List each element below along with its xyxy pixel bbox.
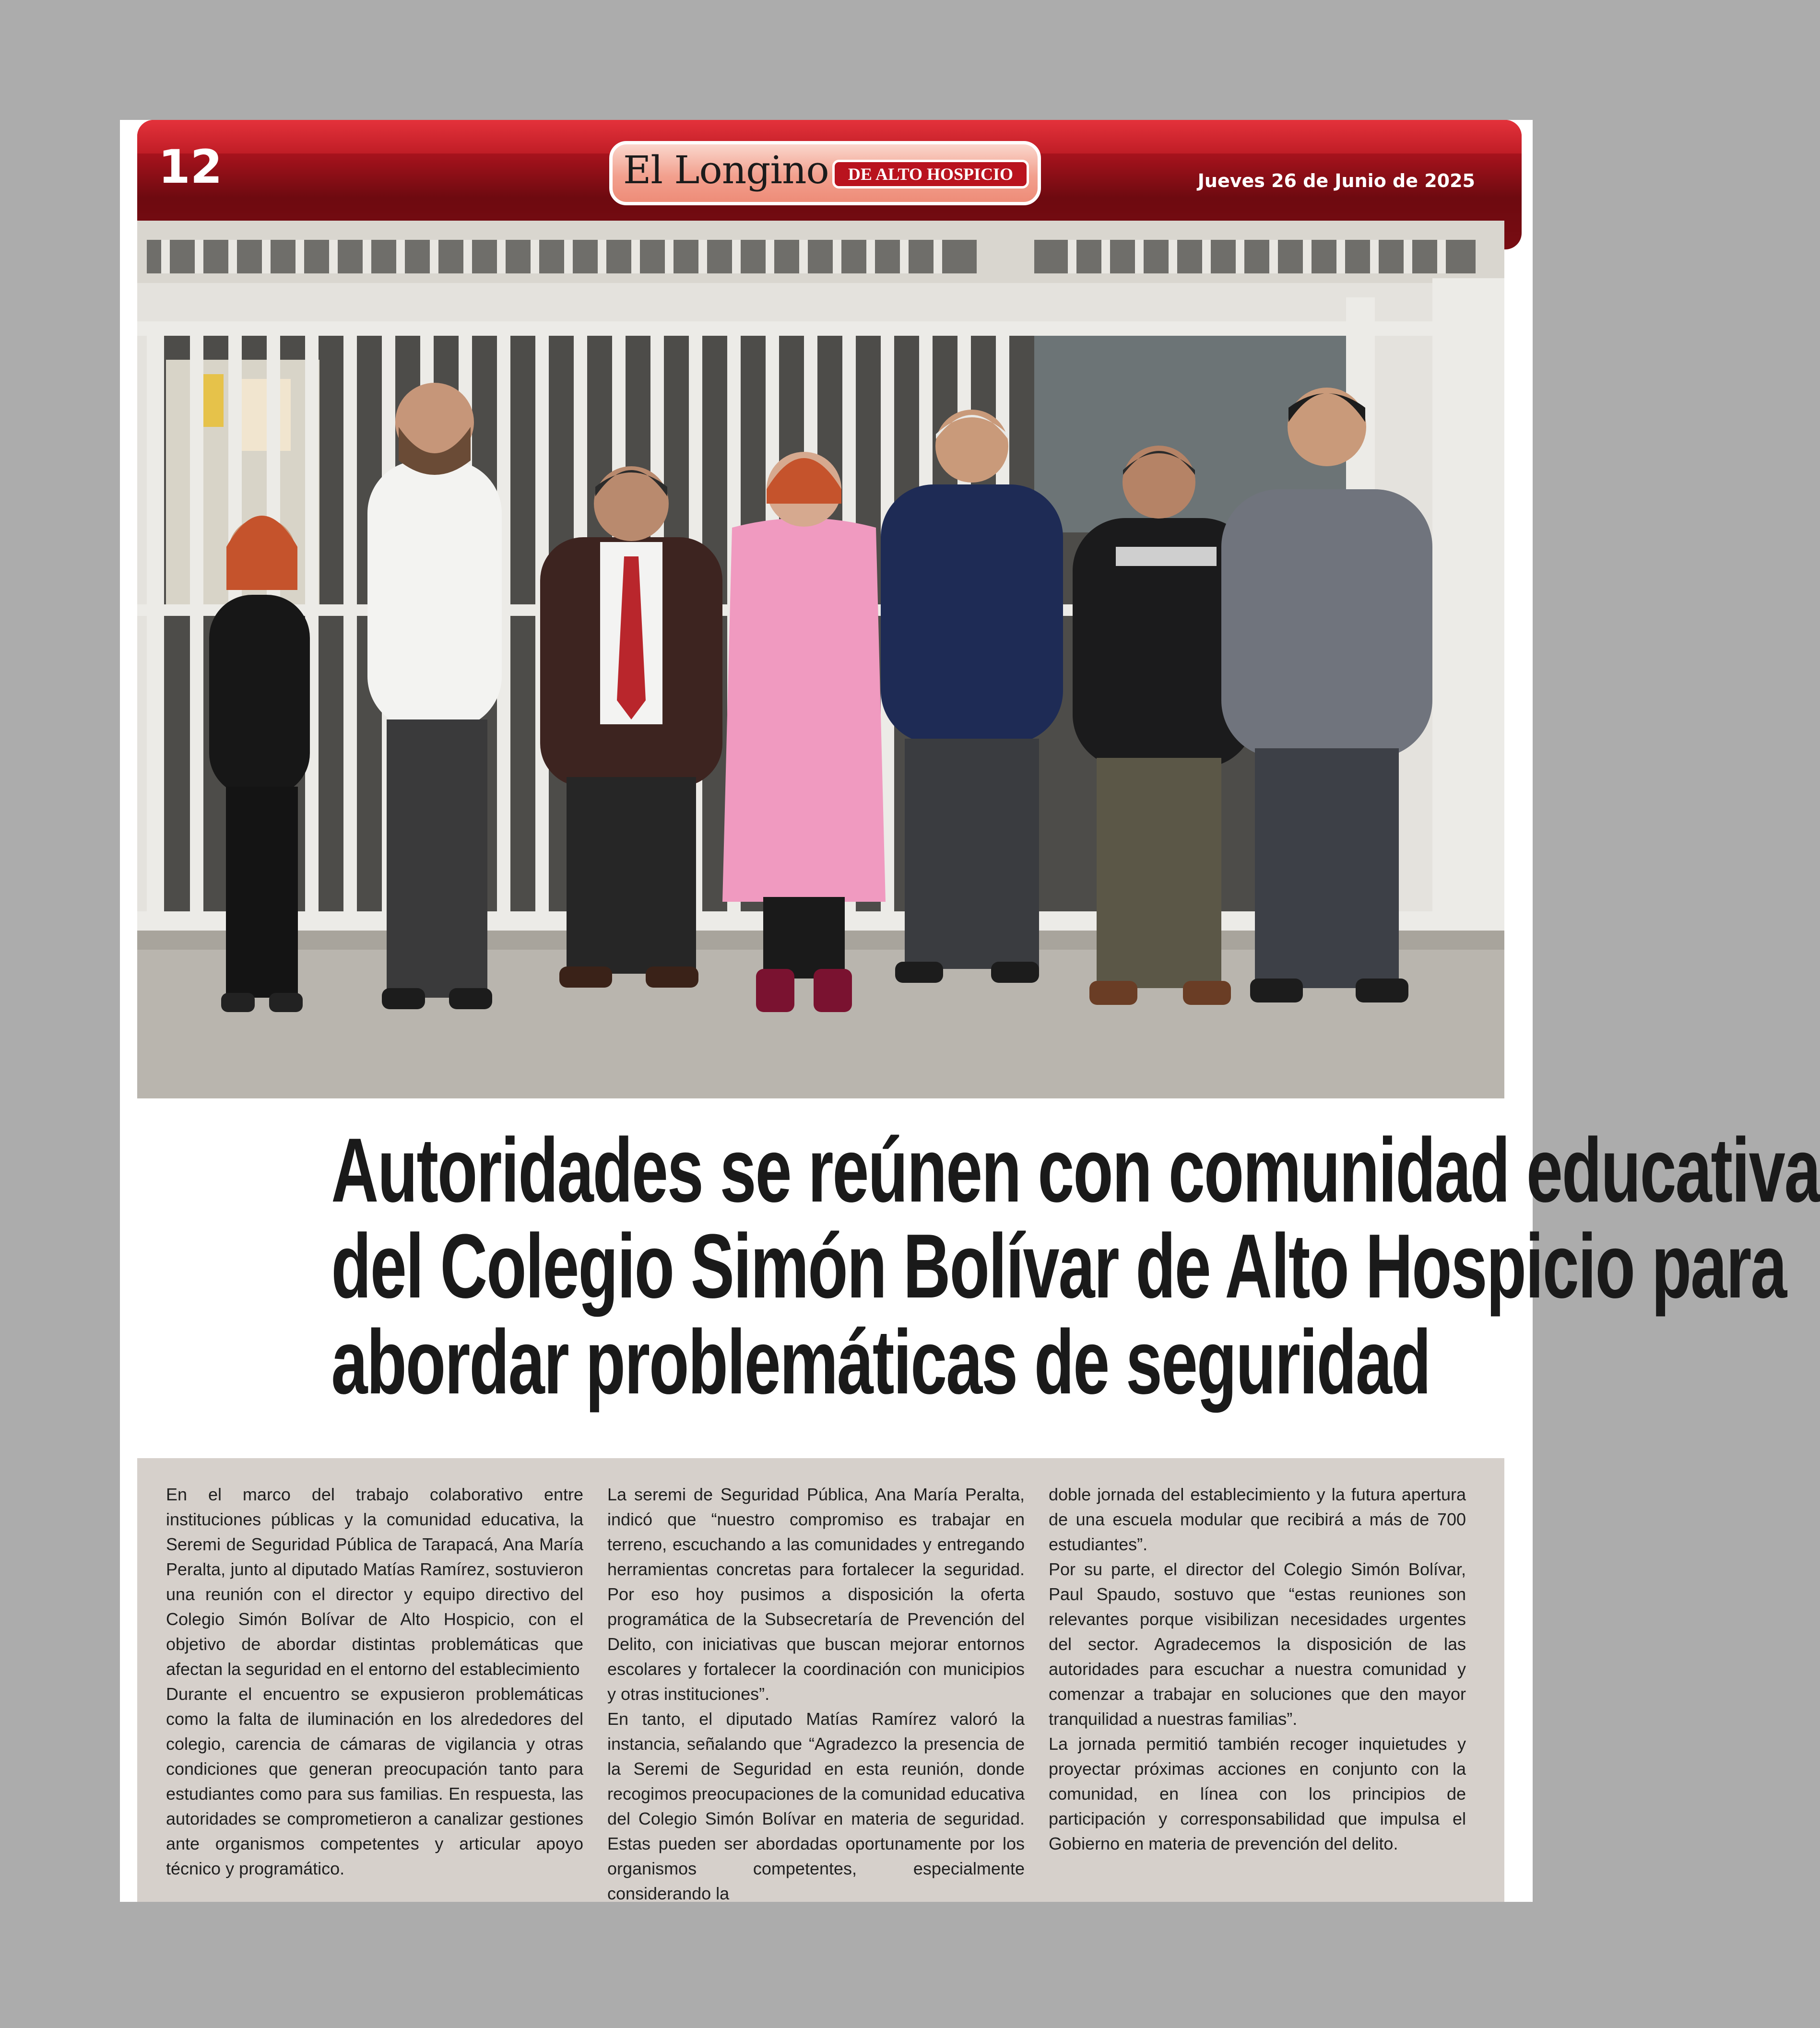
body-column-2 — [607, 1482, 1025, 1906]
article-body — [137, 1458, 1504, 1902]
newspaper-logo — [609, 141, 1041, 205]
headline-line: abordar problemáticas de seguridad — [331, 1311, 1430, 1413]
logo-name: El Longino — [623, 148, 829, 192]
body-paragraph: Durante el encuentro se expusieron problemáticas como la falta de iluminación en los alrededores del colegio, carencia de cámaras de vigilancia y otras condiciones que generan preocupación tanto para estudiantes como para sus familias. En respuesta, las autoridades se comprometieron a canalizar gestiones ante organismos competentes y articular apoyo técnico y programático. — [166, 1684, 583, 1878]
body-column-3 — [1049, 1482, 1466, 1856]
body-paragraph: En el marco del trabajo colaborativo entre instituciones públicas y la comunidad educativa, la Seremi de Seguridad Pública de Tarapacá, Ana María Peralta, junto al diputado Matías Ramírez, sostuvieron una reunión con el director y equipo directivo del Colegio Simón Bolívar de Alto Hospicio, con el objetivo de abordar distintas problemáticas que afectan la seguridad en el entorno del establecimiento — [166, 1485, 583, 1679]
headline-line: del Colegio Simón Bolívar de Alto Hospicio para — [331, 1215, 1786, 1317]
body-paragraph: La jornada permitió también recoger inquietudes y proyectar próximas acciones en conjunto con la comunidad, en línea con los principios de participación y corresponsabilidad que impulsa el Gobierno en materia de prevención del delito. — [1049, 1734, 1466, 1853]
logo-tagline: DE ALTO HOSPICIO — [832, 160, 1029, 189]
headline-line: Autoridades se reúnen con comunidad educativa — [331, 1120, 1820, 1221]
newspaper-page — [120, 120, 1820, 1903]
body-column-1 — [166, 1482, 583, 1881]
body-paragraph: Por su parte, el director del Colegio Simón Bolívar, Paul Spaudo, sostuvo que “estas reuniones son relevantes porque visibilizan necesidades urgentes del sector. Agradecemos la disposición de las autoridades para escuchar a nuestra comunidad y comenzar a trabajar en soluciones que den mayor tranquilidad a nuestras familias”. — [1049, 1559, 1466, 1729]
page-number: 12 — [158, 140, 223, 194]
group-photo — [137, 221, 1504, 1098]
body-paragraph: La seremi de Seguridad Pública, Ana María Peralta, indicó que “nuestro compromiso es trabajar en terreno, escuchando a las comunidades y entregando herramientas concretas para fortalecer la seguridad. Por eso hoy pusimos a disposición la oferta programática de la Subsecretaría de Prevención del Delito, con iniciativas que buscan mejorar entornos escolares y fortalecer la coordinación con municipios y otras instituciones”. — [607, 1485, 1025, 1704]
body-paragraph: doble jornada del establecimiento y la futura apertura de una escuela modular que recibirá a más de 700 estudiantes”. — [1049, 1485, 1466, 1554]
article-headline — [331, 1120, 1820, 1413]
body-paragraph: En tanto, el diputado Matías Ramírez valoró la instancia, señalando que “Agradezco la presencia de la Seremi de Seguridad en esta reunión, donde recogimos preocupaciones de la comunidad educativa del Colegio Simón Bolívar en materia de seguridad. Estas pueden ser abordadas oportunamente por los organismos competentes, especialmente considerando la — [607, 1709, 1025, 1903]
issue-date: Jueves 26 de Junio de 2025 — [1197, 170, 1475, 191]
